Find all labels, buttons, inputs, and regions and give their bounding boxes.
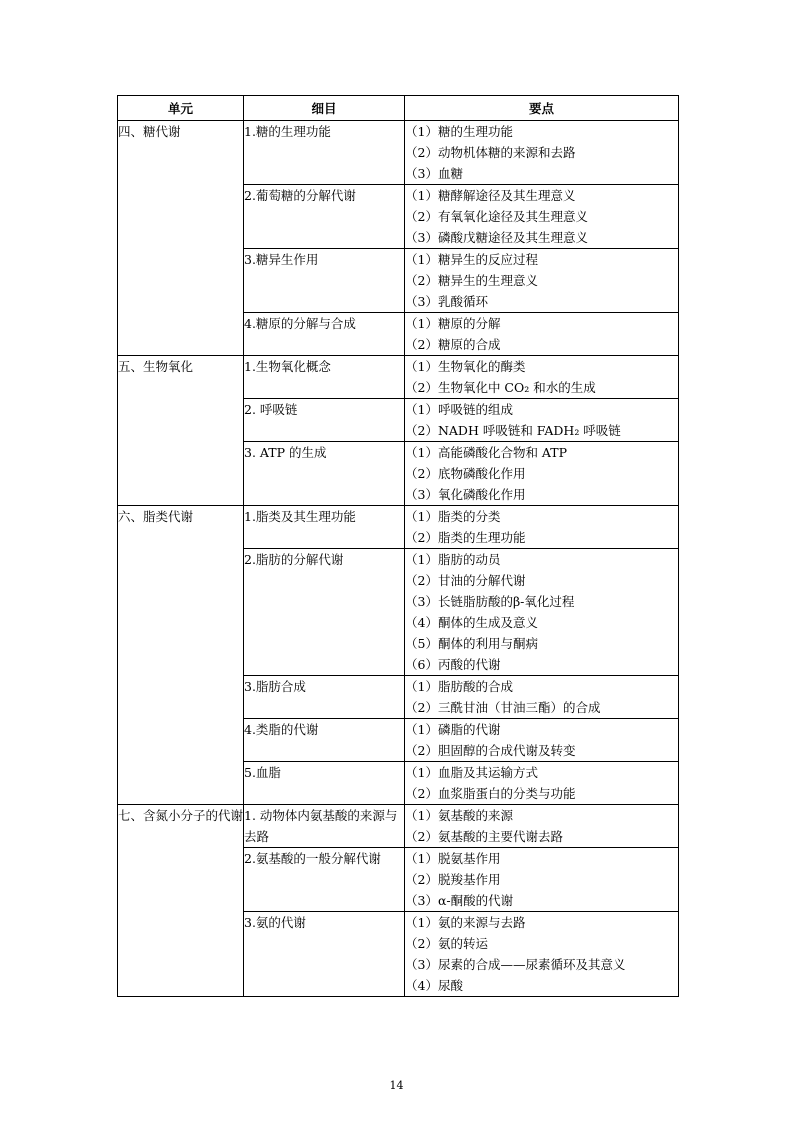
point-item: （1）呼吸链的组成 xyxy=(405,402,513,417)
point-item: （2）糖原的合成 xyxy=(405,337,501,352)
table-body xyxy=(118,121,679,997)
point-item: （1）糖原的分解 xyxy=(405,316,501,331)
detail-cell xyxy=(244,848,405,912)
points-cell xyxy=(405,719,679,762)
table-row xyxy=(118,356,679,399)
points-cell xyxy=(405,912,679,997)
detail-cell xyxy=(244,912,405,997)
points-cell xyxy=(405,442,679,506)
point-item: （2）脂类的生理功能 xyxy=(405,530,526,545)
points-cell xyxy=(405,848,679,912)
point-item: （3）血糖 xyxy=(405,166,463,181)
point-item: （1）糖的生理功能 xyxy=(405,124,513,139)
header-unit: 单元 xyxy=(118,96,244,121)
detail-label: 2.脂肪的分解代谢 xyxy=(244,552,344,567)
point-item: （1）脂肪的动员 xyxy=(405,552,501,567)
detail-label: 3.脂肪合成 xyxy=(244,679,306,694)
point-item: （2）动物机体糖的来源和去路 xyxy=(405,145,576,160)
point-item: （2）氨基酸的主要代谢去路 xyxy=(405,829,563,844)
points-cell xyxy=(405,762,679,805)
point-item: （1）脂肪酸的合成 xyxy=(405,679,513,694)
detail-label: 2.葡萄糖的分解代谢 xyxy=(244,188,356,203)
detail-label: 4.糖原的分解与合成 xyxy=(244,316,356,331)
points-cell xyxy=(405,506,679,549)
point-item: （2）有氧氧化途径及其生理意义 xyxy=(405,209,588,224)
point-item: （1）高能磷酸化合物和 ATP xyxy=(405,445,568,460)
points-cell xyxy=(405,805,679,848)
detail-cell xyxy=(244,805,405,848)
point-item: （2）三酰甘油（甘油三酯）的合成 xyxy=(405,700,601,715)
header-detail: 细目 xyxy=(244,96,405,121)
detail-cell xyxy=(244,399,405,442)
detail-cell xyxy=(244,549,405,676)
detail-cell xyxy=(244,762,405,805)
point-item: （3）乳酸循环 xyxy=(405,294,488,309)
detail-label: 3.氨的代谢 xyxy=(244,915,306,930)
detail-cell xyxy=(244,313,405,356)
detail-label: 2.氨基酸的一般分解代谢 xyxy=(244,851,381,866)
detail-cell xyxy=(244,185,405,249)
detail-label: 1. 动物体内氨基酸的来源与去路 xyxy=(244,808,398,844)
point-item: （4）尿酸 xyxy=(405,978,463,993)
syllabus-table xyxy=(117,95,679,997)
header-points: 要点 xyxy=(405,96,679,121)
unit-cell xyxy=(118,506,244,805)
unit-cell xyxy=(118,356,244,506)
point-item: （2）脱羧基作用 xyxy=(405,872,501,887)
point-item: （3）氧化磷酸化作用 xyxy=(405,487,526,502)
detail-cell xyxy=(244,121,405,185)
point-item: （2）胆固醇的合成代谢及转变 xyxy=(405,743,576,758)
points-cell xyxy=(405,676,679,719)
detail-label: 3. ATP 的生成 xyxy=(244,445,327,460)
point-item: （1）脱氨基作用 xyxy=(405,851,501,866)
point-item: （1）氨的来源与去路 xyxy=(405,915,526,930)
detail-cell xyxy=(244,719,405,762)
points-cell xyxy=(405,356,679,399)
point-item: （3）长链脂肪酸的β-氧化过程 xyxy=(405,594,575,609)
detail-cell xyxy=(244,356,405,399)
page-number: 14 xyxy=(389,1079,404,1092)
detail-label: 1.脂类及其生理功能 xyxy=(244,509,356,524)
points-cell xyxy=(405,313,679,356)
detail-cell xyxy=(244,506,405,549)
point-item: （5）酮体的利用与酮病 xyxy=(405,636,538,651)
table-row xyxy=(118,506,679,549)
detail-label: 1.生物氧化概念 xyxy=(244,359,331,374)
point-item: （4）酮体的生成及意义 xyxy=(405,615,538,630)
point-item: （1）糖异生的反应过程 xyxy=(405,252,538,267)
point-item: （1）氨基酸的来源 xyxy=(405,808,513,823)
point-item: （1）糖酵解途径及其生理意义 xyxy=(405,188,576,203)
detail-label: 1.糖的生理功能 xyxy=(244,124,331,139)
detail-cell xyxy=(244,249,405,313)
detail-cell xyxy=(244,442,405,506)
unit-label: 七、含氮小分子的代谢 xyxy=(118,808,244,823)
detail-label: 5.血脂 xyxy=(244,765,281,780)
point-item: （2）血浆脂蛋白的分类与功能 xyxy=(405,786,576,801)
points-cell xyxy=(405,549,679,676)
point-item: （1）脂类的分类 xyxy=(405,509,501,524)
points-cell xyxy=(405,249,679,313)
point-item: （2）底物磷酸化作用 xyxy=(405,466,526,481)
point-item: （2）氨的转运 xyxy=(405,936,488,951)
unit-label: 六、脂类代谢 xyxy=(118,509,194,524)
detail-label: 2. 呼吸链 xyxy=(244,402,298,417)
points-cell xyxy=(405,399,679,442)
point-item: （2）生物氧化中 CO₂ 和水的生成 xyxy=(405,380,596,395)
table-row xyxy=(118,121,679,185)
points-cell xyxy=(405,185,679,249)
point-item: （3）磷酸戊糖途径及其生理意义 xyxy=(405,230,588,245)
header-row xyxy=(118,96,679,121)
unit-cell xyxy=(118,121,244,356)
table-row xyxy=(118,805,679,848)
point-item: （1）血脂及其运输方式 xyxy=(405,765,538,780)
point-item: （3）尿素的合成——尿素循环及其意义 xyxy=(405,957,626,972)
unit-label: 五、生物氧化 xyxy=(118,359,194,374)
point-item: （2）甘油的分解代谢 xyxy=(405,573,526,588)
detail-label: 4.类脂的代谢 xyxy=(244,722,319,737)
point-item: （3）α-酮酸的代谢 xyxy=(405,893,514,908)
point-item: （2）NADH 呼吸链和 FADH₂ 呼吸链 xyxy=(405,423,621,438)
detail-cell xyxy=(244,676,405,719)
unit-cell xyxy=(118,805,244,997)
point-item: （1）生物氧化的酶类 xyxy=(405,359,526,374)
point-item: （6）丙酸的代谢 xyxy=(405,657,501,672)
point-item: （1）磷脂的代谢 xyxy=(405,722,501,737)
point-item: （2）糖异生的生理意义 xyxy=(405,273,538,288)
unit-label: 四、糖代谢 xyxy=(118,124,181,139)
detail-label: 3.糖异生作用 xyxy=(244,252,319,267)
points-cell xyxy=(405,121,679,185)
